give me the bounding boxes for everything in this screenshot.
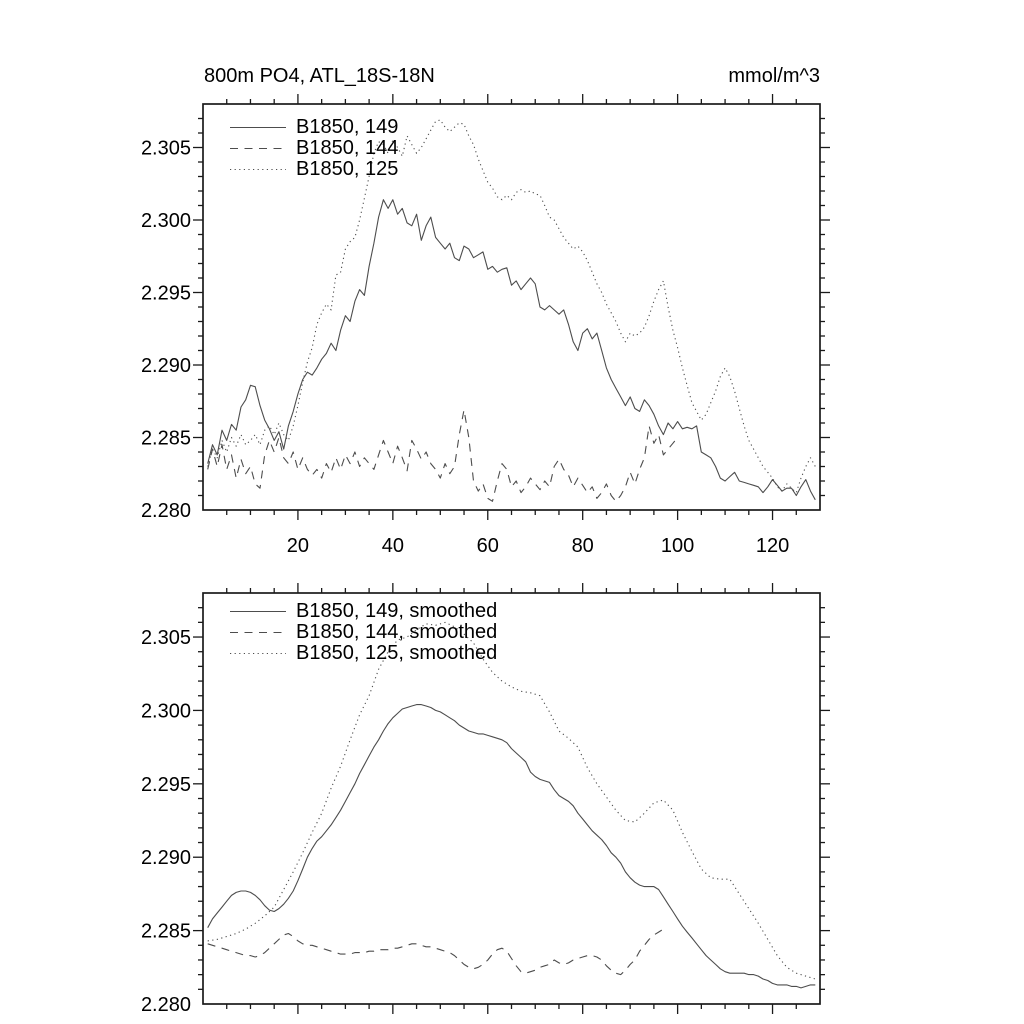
y-tick-label: 2.285 (140, 427, 191, 450)
legend-item-149-smoothed (229, 601, 497, 622)
solid-line-sample-icon (229, 601, 287, 622)
x-tick-label: 40 (381, 535, 404, 557)
solid-line-sample-icon (229, 117, 287, 138)
legend-label: B1850, 149, smoothed (296, 600, 498, 622)
x-tick-label: 100 (660, 535, 695, 557)
y-tick-label: 2.295 (140, 773, 191, 796)
legend-label: B1850, 125, smoothed (296, 642, 498, 664)
legend-label: B1850, 125 (296, 158, 399, 180)
legend-item-125 (229, 159, 398, 180)
units-label: mmol/m^3 (728, 65, 820, 87)
legend-label: B1850, 144, smoothed (296, 621, 498, 643)
y-tick-label: 2.305 (140, 137, 191, 160)
series-b1850-149 (208, 200, 816, 500)
chart-title: 800m PO4, ATL_18S-18N (204, 65, 435, 87)
dashed-line-sample-icon (229, 138, 287, 159)
legend-label: B1850, 144 (296, 137, 399, 159)
dotted-line-sample-icon (229, 643, 287, 664)
y-tick-label: 2.290 (140, 847, 191, 870)
y-tick-label: 2.300 (140, 700, 191, 723)
y-tick-label: 2.280 (140, 500, 191, 522)
dashed-line-sample-icon (229, 622, 287, 643)
y-tick-label: 2.285 (140, 920, 191, 943)
y-tick-label: 2.305 (140, 627, 191, 650)
x-tick-label: 60 (476, 535, 499, 557)
dotted-line-sample-icon (229, 159, 287, 180)
axis-tick-labels (141, 627, 191, 1016)
series-b1850-149-smoothed (208, 705, 816, 988)
x-tick-label: 20 (286, 535, 310, 557)
x-tick-label: 120 (755, 535, 790, 557)
x-tick-label: 80 (571, 535, 594, 557)
y-tick-label: 2.300 (140, 210, 191, 232)
y-tick-label: 2.290 (140, 355, 191, 377)
legend-item-144 (229, 138, 398, 159)
y-tick-label: 2.295 (140, 282, 191, 305)
legend-bottom (229, 601, 497, 664)
legend-top (229, 117, 398, 180)
axis-tick-labels (141, 138, 789, 558)
legend-label: B1850, 149 (296, 116, 399, 138)
legend-item-149 (229, 117, 398, 138)
legend-item-125-smoothed (229, 643, 497, 664)
series-b1850-144-smoothed (208, 929, 664, 975)
series-b1850-125-smoothed (208, 622, 816, 979)
legend-item-144-smoothed (229, 622, 497, 643)
y-tick-label: 2.280 (140, 994, 191, 1016)
